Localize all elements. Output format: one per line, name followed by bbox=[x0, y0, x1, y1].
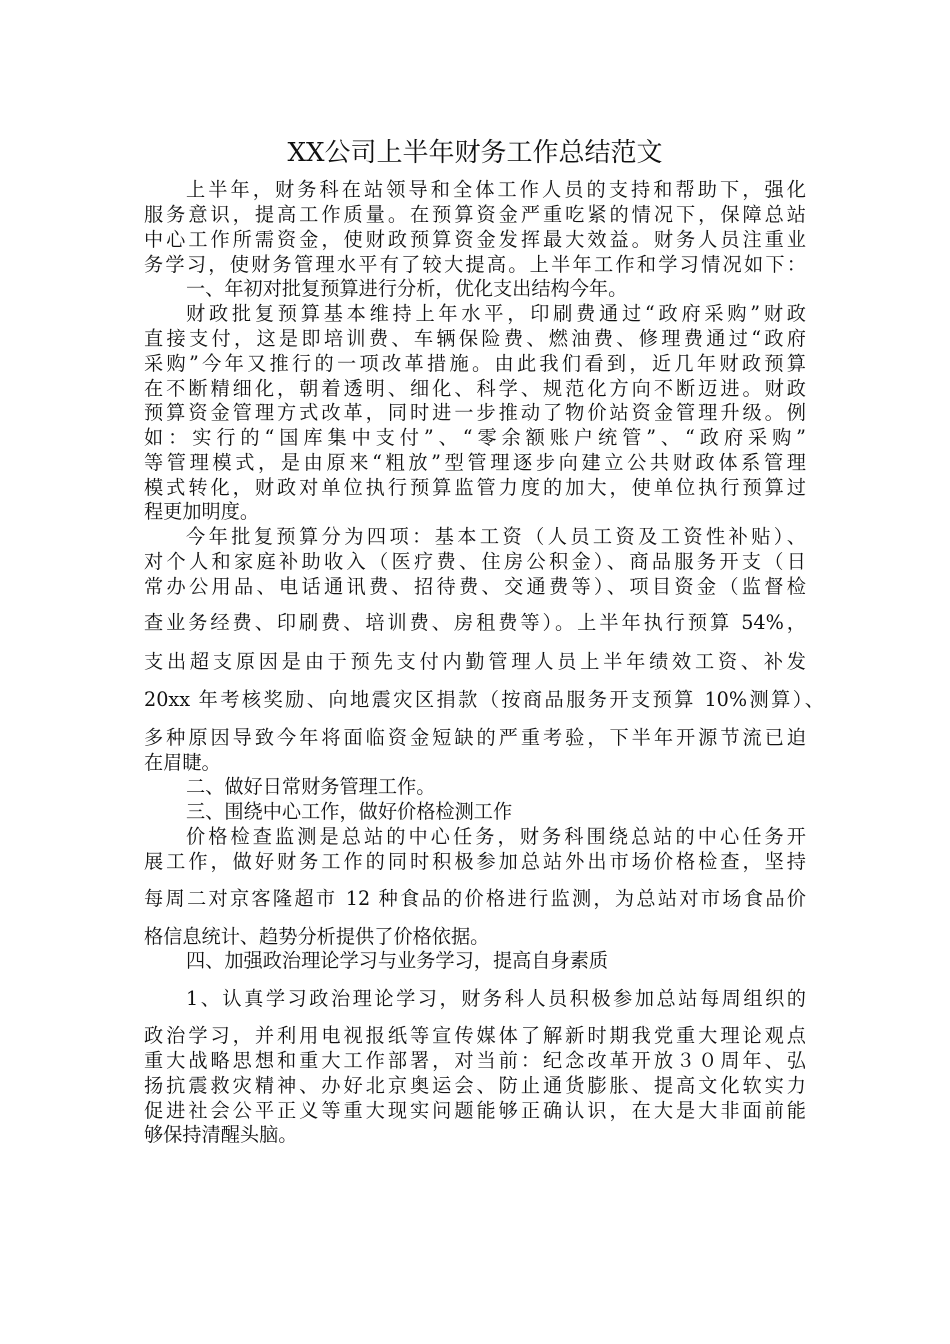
text-line: 模式转化，财政对单位执行预算监管力度的加大，使单位执行预算过 bbox=[144, 476, 806, 499]
text-line: 支出超支原因是由于预先支付内勤管理人员上半年绩效工资、补发 bbox=[144, 650, 806, 673]
text-line: 等管理模式，是由原来“粗放”型管理逐步向建立公共财政体系管理 bbox=[144, 451, 806, 474]
text-line: 中心工作所需资金，使财政预算资金发挥最大效益。财务人员注重业 bbox=[144, 228, 806, 251]
text-line: 20xx 年考核奖励、向地震灾区捐款（按商品服务开支预算 10%测算）、 bbox=[144, 688, 824, 711]
text-line: 采购”今年又推行的一项改革措施。由此我们看到，近几年财政预算 bbox=[144, 352, 806, 375]
text-line: 多种原因导致今年将面临资金短缺的严重考验，下半年开源节流已迫 bbox=[144, 726, 806, 749]
text-line: 每周二对京客隆超市 12 种食品的价格进行监测，为总站对市场食品价 bbox=[144, 887, 806, 910]
text-line: 财政批复预算基本维持上年水平，印刷费通过“政府采购”财政 bbox=[186, 302, 806, 325]
text-line: 政治学习，并利用电视报纸等宣传媒体了解新时期我党重大理论观点 bbox=[144, 1024, 806, 1047]
text-line: 格信息统计、趋势分析提供了价格依据。 bbox=[144, 925, 490, 948]
text-line: 够保持清醒头脑。 bbox=[144, 1123, 298, 1146]
text-line: 今年批复预算分为四项：基本工资（人员工资及工资性补贴）、 bbox=[186, 525, 806, 548]
section-heading: 一、年初对批复预算进行分析，优化支出结构今年。 bbox=[186, 277, 628, 300]
text-line: 展工作，做好财务工作的同时积极参加总站外出市场价格检查，坚持 bbox=[144, 850, 806, 873]
document-title: XX公司上半年财务工作总结范文 bbox=[287, 138, 663, 168]
section-heading: 四、加强政治理论学习与业务学习，提高自身素质 bbox=[186, 949, 609, 972]
section-heading: 三、围绕中心工作，做好价格检测工作 bbox=[186, 800, 513, 823]
text-line: 查业务经费、印刷费、培训费、房租费等）。上半年执行预算 54%， bbox=[144, 611, 806, 634]
text-line: 直接支付，这是即培训费、车辆保险费、燃油费、修理费通过“政府 bbox=[144, 327, 806, 350]
text-line: 务学习，使财务管理水平有了较大提高。上半年工作和学习情况如下： bbox=[144, 253, 806, 276]
section-heading: 二、做好日常财务管理工作。 bbox=[186, 775, 436, 798]
text-line: 预算资金管理方式改革，同时进一步推动了物价站资金管理升级。例 bbox=[144, 401, 806, 424]
text-line: 在眉睫。 bbox=[144, 751, 221, 774]
text-line: 促进社会公平正义等重大现实问题能够正确认识，在大是大非面前能 bbox=[144, 1099, 806, 1122]
text-line: 程更加明度。 bbox=[144, 500, 260, 523]
text-line: 常办公用品、电话通讯费、招待费、交通费等）、项目资金（监督检 bbox=[144, 575, 806, 598]
text-line: 如：实行的“国库集中支付”、“零余额账户统管”、“政府采购” bbox=[144, 426, 806, 449]
text-line: 对个人和家庭补助收入（医疗费、住房公积金）、商品服务开支（日 bbox=[144, 550, 806, 573]
text-line: 扬抗震救灾精神、办好北京奥运会、防止通货膨胀、提高文化软实力 bbox=[144, 1074, 806, 1097]
text-line: 价格检查监测是总站的中心任务，财务科围绕总站的中心任务开 bbox=[186, 825, 806, 848]
text-line: 服务意识，提高工作质量。在预算资金严重吃紧的情况下，保障总站 bbox=[144, 203, 806, 226]
text-line: 重大战略思想和重大工作部署，对当前：纪念改革开放３０周年、弘 bbox=[144, 1049, 806, 1072]
text-line: 上半年，财务科在站领导和全体工作人员的支持和帮助下，强化 bbox=[186, 178, 806, 201]
text-line: 1、认真学习政治理论学习，财务科人员积极参加总站每周组织的 bbox=[186, 987, 806, 1010]
text-line: 在不断精细化，朝着透明、细化、科学、规范化方向不断迈进。财政 bbox=[144, 377, 806, 400]
